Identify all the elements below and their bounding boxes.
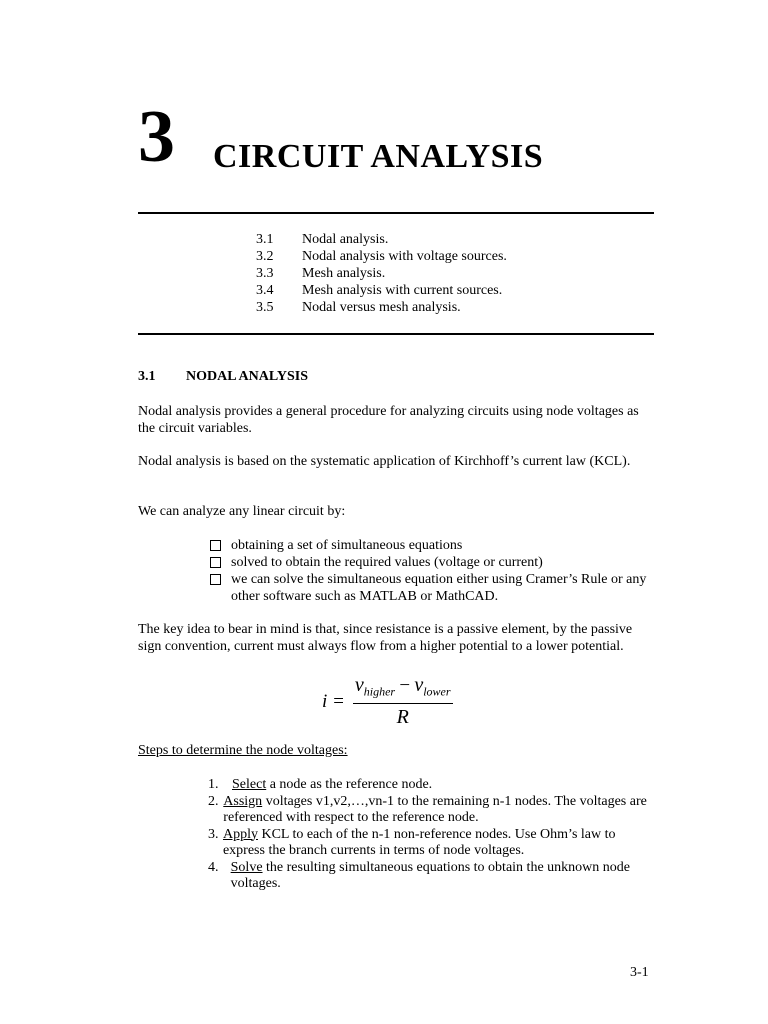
steps-list [208, 777, 658, 893]
top-rule [138, 212, 654, 214]
step-number: 1. [208, 777, 219, 792]
step-item [208, 777, 658, 794]
chapter-title: CIRCUIT ANALYSIS [213, 138, 544, 175]
step-number: 3. [208, 826, 219, 842]
toc-item-title: Mesh analysis. [302, 266, 386, 281]
step-text: KCL to each of the n-1 non-reference nodes. Use Ohm’s law to express the branch currents in terms of node voltages. [222, 826, 616, 858]
chapter-number: 3 [138, 96, 175, 178]
section-number: 3.1 [138, 369, 156, 384]
toc-item [256, 265, 507, 282]
list-item-text: solved to obtain the required values (voltage or current) [231, 555, 543, 570]
steps-heading: Steps to determine the node voltages: [138, 743, 348, 758]
checkbox-bullet-icon [210, 574, 221, 585]
step-item [208, 794, 658, 827]
section-title: NODAL ANALYSIS [186, 369, 309, 384]
section-heading [138, 369, 308, 385]
formula-sub-higher: higher [363, 684, 396, 699]
formula-numerator [353, 674, 453, 704]
step-item [208, 860, 658, 893]
page-number: 3-1 [630, 965, 649, 980]
paragraph-kcl: Nodal analysis is based on the systematic application of Kirchhoff’s current law (KCL). [138, 454, 631, 469]
toc-item-number: 3.4 [256, 283, 274, 298]
checkbox-bullet-icon [210, 557, 221, 568]
step-verb: Solve [230, 859, 263, 875]
step-text: a node as the reference node. [266, 777, 433, 792]
toc-item [256, 231, 507, 248]
bottom-rule [138, 333, 654, 335]
toc-item-title: Mesh analysis with current sources. [302, 283, 503, 298]
list-item [210, 537, 660, 554]
toc-item-number: 3.3 [256, 266, 274, 281]
step-text: voltages v1,v2,…,vn-1 to the remaining n-1 nodes. The voltages are referenced with respect to the reference node. [223, 793, 647, 825]
paragraph-analyze: We can analyze any linear circuit by: [138, 504, 346, 519]
step-text: the resulting simultaneous equations to obtain the unknown node voltages. [230, 859, 630, 891]
step-number: 4. [208, 859, 219, 875]
formula-minus: − [399, 675, 411, 696]
formula-sub-lower: lower [423, 684, 451, 699]
toc-item-number: 3.5 [256, 300, 274, 315]
formula-v-lower: v [414, 674, 424, 696]
toc-item-title: Nodal versus mesh analysis. [302, 300, 461, 315]
toc-item [256, 282, 507, 299]
checkbox-bullet-icon [210, 540, 221, 551]
list-item-text: we can solve the simultaneous equation either using Cramer’s Rule or any other software such as MATLAB or MathCAD. [231, 572, 647, 604]
list-item [210, 554, 660, 571]
toc-item [256, 299, 507, 316]
step-number: 2. [208, 793, 219, 809]
formula-denominator: R [396, 706, 409, 729]
bullet-list [210, 537, 660, 605]
toc-item [256, 248, 507, 265]
ohms-law-formula [322, 674, 453, 729]
toc-item-title: Nodal analysis. [302, 232, 389, 247]
paragraph-intro: Nodal analysis provides a general procedure for analyzing circuits using node voltages as the circuit variables. [138, 404, 639, 436]
formula-v-higher: v [354, 674, 364, 696]
formula-lhs: i = [322, 690, 345, 712]
step-verb: Select [232, 777, 267, 792]
step-verb: Apply [222, 826, 258, 842]
list-item-text: obtaining a set of simultaneous equations [231, 538, 463, 553]
list-item [210, 571, 660, 605]
step-verb: Assign [223, 793, 263, 809]
toc-item-number: 3.1 [256, 232, 274, 247]
toc-item-number: 3.2 [256, 249, 274, 264]
paragraph-key-idea: The key idea to bear in mind is that, since resistance is a passive element, by the passive sign convention, current must always flow from a higher potential to a lower potential. [138, 622, 633, 654]
table-of-contents [256, 231, 507, 316]
step-item [208, 827, 658, 860]
toc-item-title: Nodal analysis with voltage sources. [302, 249, 507, 264]
